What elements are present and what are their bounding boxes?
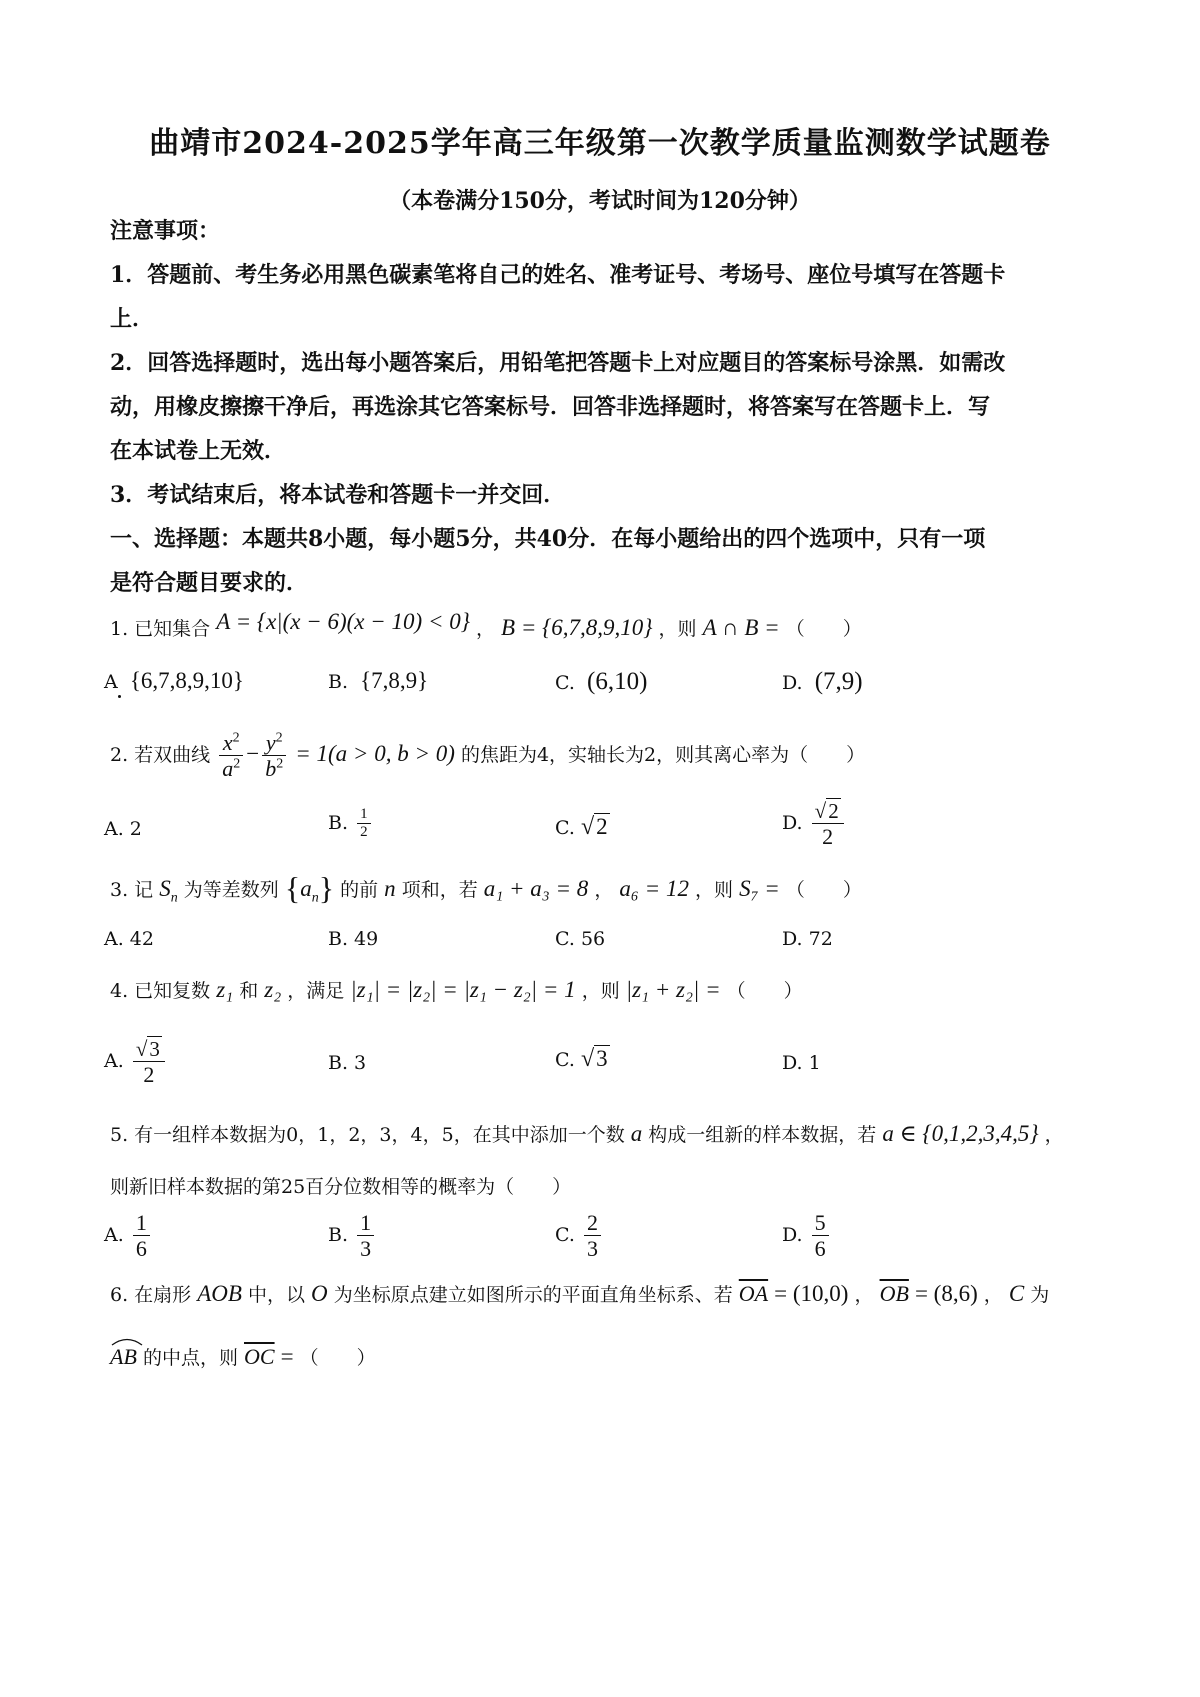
q5-option-a: A. $\frac{1}{6}$	[104, 1210, 153, 1262]
q1-prefix: 1. 已知集合	[110, 618, 211, 640]
section-1-header-line-1: 一、选择题：本题共8小题，每小题5分，共40分．在每小题给出的四个选项中，只有一项	[110, 526, 986, 552]
q2-fraction-x: $\frac{x^2}{a^2}$	[219, 730, 243, 782]
q1-comma: ，	[475, 618, 495, 640]
q2-option-b: B. $\frac{1}{2}$	[328, 806, 374, 842]
q5-option-c-fraction: $\frac{2}{3}$	[584, 1210, 601, 1262]
q1-option-a	[104, 668, 244, 694]
q1-option-d-value: (7,9)	[814, 668, 863, 695]
q4-target: |z₁ + z₂| =	[625, 977, 721, 1002]
question-6-line-2: AB 的中点，则 $\overline{OC}$ = （ ）	[110, 1338, 376, 1370]
q5-option-c: C. $\frac{2}{3}$	[555, 1210, 604, 1262]
q1-answer-paren: （ ）	[785, 618, 862, 640]
q1-option-a-label: A	[104, 671, 118, 693]
notice-heading: 注意事项：	[110, 218, 221, 244]
q2-option-c: C. √2	[555, 814, 608, 840]
question-6-line-1: 6. 在扇形 AOB 中，以 O 为坐标原点建立如图所示的平面直角坐标系、若 $\overline{OA} = (10,0)$ ， $\overline{OB} = (8,6)$ ， C 为	[110, 1281, 1050, 1306]
q2-fraction-y: $\frac{y^2}{b^2}$	[262, 730, 286, 782]
q2-equation: = 1(a > 0, b > 0)	[295, 740, 455, 766]
q5-option-d: D. $\frac{5}{6}$	[782, 1210, 832, 1262]
q4-option-c-sqrt: √3	[580, 1046, 608, 1072]
q2-suffix: 的焦距为4，实轴长为2，则其离心率为（ ）	[460, 743, 866, 766]
q4-option-b: B. 3	[328, 1052, 367, 1074]
question-2: 2. 若双曲线 $\frac{x^2}{a^2}$ − $\frac{y^2}{b^2}$ = 1(a > 0, b > 0) 的焦距为4，实轴长为2，则其离心率为（ ）	[110, 730, 866, 782]
notice-item-3: 3．考试结束后，将本试卷和答题卡一并交回．	[110, 482, 566, 508]
stray-dot	[118, 695, 121, 698]
q5-condition: a ∈ {0,1,2,3,4,5}	[882, 1121, 1039, 1146]
q3-sn: $S_n$	[159, 876, 178, 906]
question-5-line-2: 则新旧样本数据的第25百分位数相等的概率为（ ）	[110, 1176, 572, 1198]
q2-option-d-fraction: $\frac{√2}{2}$	[812, 798, 844, 850]
q1-option-b	[328, 668, 428, 694]
q1-option-c-value: (6,10)	[587, 668, 648, 695]
q1-option-d-label: D.	[782, 672, 803, 694]
q6-vector-oa: $\overline{OA}$	[738, 1281, 769, 1306]
q2-option-a: A. 2	[104, 818, 142, 840]
q1-suffix: ，则	[658, 618, 697, 640]
page-title: 曲靖市2024-2025学年高三年级第一次教学质量监测数学试题卷	[149, 126, 1051, 161]
q1-option-c-label: C.	[555, 672, 575, 694]
notice-item-1-line-1: 1．答题前、考生务必用黑色碳素笔将自己的姓名、准考证号、考场号、座位号填写在答题卡	[110, 262, 1006, 288]
q5-option-a-fraction: $\frac{1}{6}$	[133, 1210, 150, 1262]
page-subtitle: （本卷满分150分，考试时间为120分钟）	[389, 188, 811, 214]
q1-set-a: A = {x|(x − 6)(x − 10) < 0}	[216, 609, 470, 634]
section-1-header-line-2: 是符合题目要求的．	[110, 570, 309, 596]
q3-condition-2: a₆ = 12	[619, 876, 689, 901]
notice-item-2-line-2: 动，用橡皮擦擦干净后，再选涂其它答案标号．回答非选择题时，将答案写在答题卡上．写	[110, 394, 991, 420]
q6-vector-oc: $\overline{OC}$	[244, 1344, 275, 1369]
notice-item-1-line-2: 上．	[110, 306, 155, 332]
question-4: 4. 已知复数 z₁ 和 z₂ ，满足 |z₁| = |z₂| = |z₁ − z₂| = 1 ，则 |z₁ + z₂| = （ ）	[110, 977, 803, 1002]
q2-option-d: D. $\frac{√2}{2}$	[782, 798, 847, 850]
q5-option-d-fraction: $\frac{5}{6}$	[812, 1210, 829, 1262]
q1-option-a-value: {6,7,8,9,10}	[129, 668, 244, 693]
q1-option-b-label: B.	[328, 671, 349, 693]
q4-condition: |z₁| = |z₂| = |z₁ − z₂| = 1	[350, 977, 576, 1002]
q3-option-c: C. 56	[555, 928, 606, 950]
question-3: 3. 记 $S_n$ 为等差数列 $\{a_n\}$ 的前 n 项和，若 a₁ + a₃ = 8 ， a₆ = 12 ，则 S₇ = （ ）	[110, 870, 862, 906]
q4-option-c: C. √3	[555, 1046, 608, 1072]
q6-vector-ob: $\overline{OB}$	[879, 1281, 909, 1306]
q1-option-d	[782, 668, 863, 696]
q3-sequence: $\{a_n\}$	[284, 870, 335, 906]
q3-condition-1: a₁ + a₃ = 8	[483, 876, 589, 901]
q1-set-b: B = {6,7,8,9,10}	[501, 615, 653, 640]
question-5-line-1: 5. 有一组样本数据为0，1，2，3，4，5，在其中添加一个数 a 构成一组新的样本数据，若 a ∈ {0,1,2,3,4,5} ，	[110, 1121, 1064, 1146]
notice-item-2-line-1: 2．回答选择题时，选出每小题答案后，用铅笔把答题卡上对应题目的答案标号涂黑．如需改	[110, 350, 1006, 376]
q3-option-a: A. 42	[104, 928, 154, 950]
q3-option-b: B. 49	[328, 928, 379, 950]
q3-target: S₇ =	[739, 876, 780, 901]
q5-option-b-fraction: $\frac{1}{3}$	[357, 1210, 374, 1262]
q4-option-a: A. $\frac{√3}{2}$	[104, 1036, 168, 1088]
q1-intersection: A ∩ B =	[702, 615, 780, 640]
q5-option-b: B. $\frac{1}{3}$	[328, 1210, 377, 1262]
q1-option-c	[555, 668, 647, 696]
notice-item-2-line-3: 在本试卷上无效．	[110, 438, 287, 464]
q2-option-c-sqrt: √2	[580, 814, 608, 840]
q4-option-a-fraction: $\frac{√3}{2}$	[133, 1036, 165, 1088]
q6-arc-ab: AB	[110, 1338, 137, 1370]
q4-option-d: D. 1	[782, 1052, 821, 1074]
q1-option-b-value: {7,8,9}	[360, 668, 429, 693]
question-1	[110, 609, 862, 641]
q2-option-b-fraction: $\frac{1}{2}$	[357, 806, 371, 842]
q2-prefix: 2. 若双曲线	[110, 743, 211, 766]
q3-option-d: D. 72	[782, 928, 833, 950]
